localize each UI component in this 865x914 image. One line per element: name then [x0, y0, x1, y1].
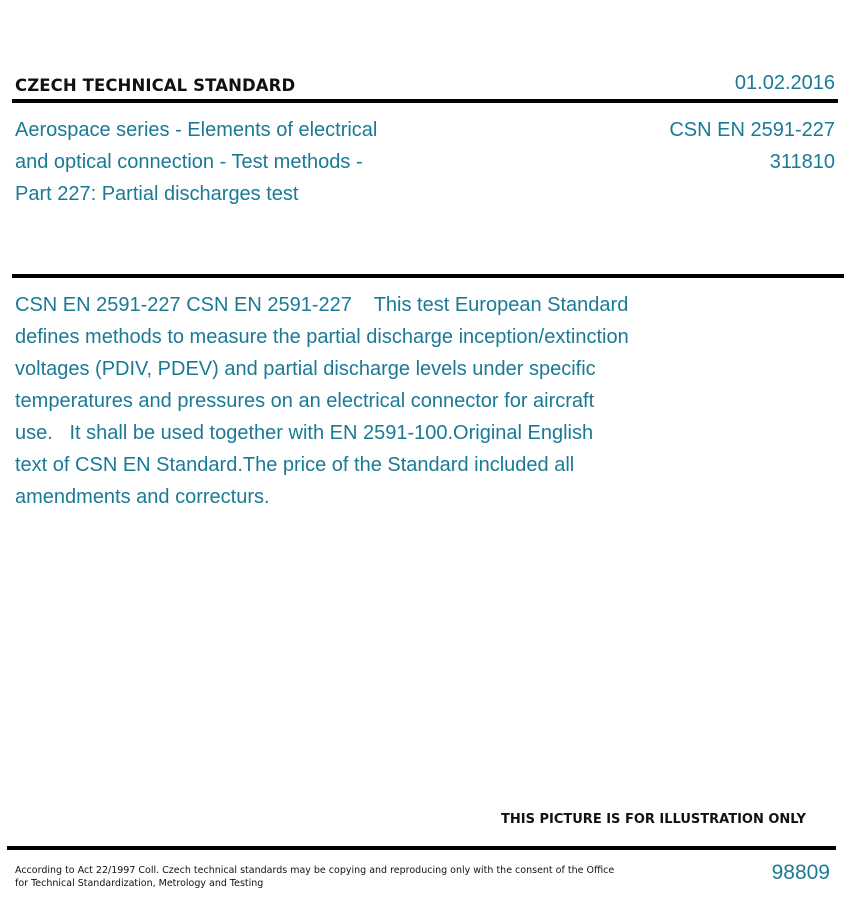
abstract-line: CSN EN 2591-227 CSN EN 2591-227 This test European Standard — [15, 294, 629, 316]
title-line: and optical connection - Test methods - — [15, 151, 363, 173]
title-line: Part 227: Partial discharges test — [15, 183, 299, 205]
class-number: 311810 — [769, 151, 835, 173]
abstract-line: use. It shall be used together with EN 2591-100.Original English — [15, 422, 594, 444]
document-title — [15, 114, 445, 210]
legal-line: for Technical Standardization, Metrology and Testing — [15, 878, 264, 889]
legal-notice — [15, 864, 615, 890]
document-number: 98809 — [771, 861, 830, 884]
top-divider — [12, 99, 838, 103]
publication-date: 01.02.2016 — [734, 72, 835, 94]
bottom-divider — [7, 846, 836, 850]
legal-line: According to Act 22/1997 Coll. Czech technical standards may be copying and reproducing only with the consent of the Office — [15, 865, 615, 876]
abstract-line: voltages (PDIV, PDEV) and partial discharge levels under specific — [15, 358, 596, 380]
illustration-disclaimer: THIS PICTURE IS FOR ILLUSTRATION ONLY — [501, 812, 806, 827]
abstract-line: amendments and correcturs. — [15, 486, 270, 508]
abstract-line: temperatures and pressures on an electrical connector for aircraft — [15, 390, 595, 412]
standard-codes — [669, 114, 835, 178]
abstract-line: text of CSN EN Standard.The price of the Standard included all — [15, 454, 575, 476]
title-line: Aerospace series - Elements of electrical — [15, 119, 378, 141]
abstract-text — [15, 289, 695, 513]
middle-divider — [12, 274, 844, 278]
standard-code: CSN EN 2591-227 — [669, 119, 835, 141]
abstract-line: defines methods to measure the partial discharge inception/extinction — [15, 326, 629, 348]
standard-type-heading: CZECH TECHNICAL STANDARD — [15, 76, 296, 95]
